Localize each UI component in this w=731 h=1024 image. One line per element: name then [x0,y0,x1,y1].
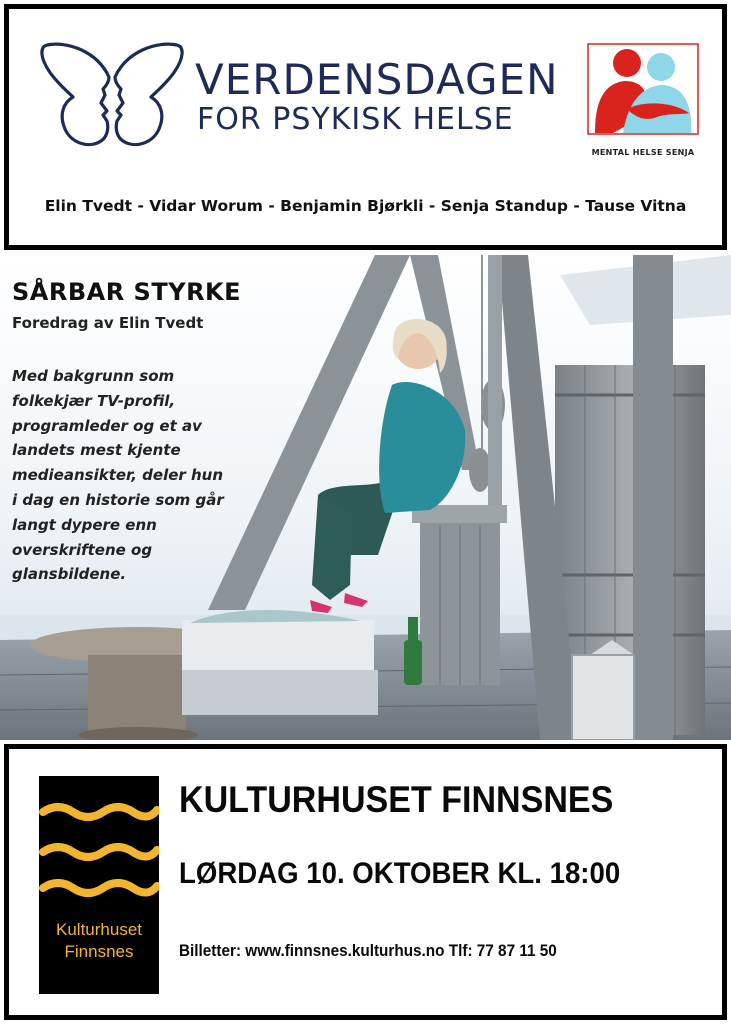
description-line: glansbildene. [12,565,127,584]
description-line: medieansikter, deler hun [12,466,224,485]
event-subtitle: Foredrag av Elin Tvedt [12,314,204,332]
description-line: folkekjær TV-profil, [12,391,176,410]
butterfly-faces-icon [37,37,187,153]
logo-line: Kulturhuset [56,920,142,939]
event-description [12,364,230,587]
description-line: langt dypere enn [12,515,157,534]
description-line: programleder og et av [12,416,202,435]
header-panel [4,4,727,250]
event-datetime: LØRDAG 10. OKTOBER KL. 18:00 [179,857,621,890]
mental-helse-logo [587,43,699,135]
campaign-subtitle: FOR PSYKISK HELSE [197,102,514,137]
mental-helse-name: MENTAL HELSE SENJA [591,148,695,157]
venue-panel [4,744,727,1020]
description-line: landets mest kjente [12,441,181,460]
venue-name: KULTURHUSET FINNSNES [179,779,614,820]
campaign-title: VERDENSDAGEN [195,55,559,104]
ticket-info: Billetter: www.finnsnes.kulturhus.no Tlf: 77 87 11 50 [179,941,557,960]
kulturhuset-logo-text [39,919,159,963]
description-line: Med bakgrunn som [12,367,175,385]
description-line: i dag en historie som går [12,490,224,509]
event-title: SÅRBAR STYRKE [12,278,242,306]
logo-line: Finnsnes [64,942,134,961]
performers-list: Elin Tvedt - Vidar Worum - Benjamin Bjørkli - Senja Standup - Tause Vitna [44,197,687,215]
description-line: overskriftene og [12,540,153,559]
